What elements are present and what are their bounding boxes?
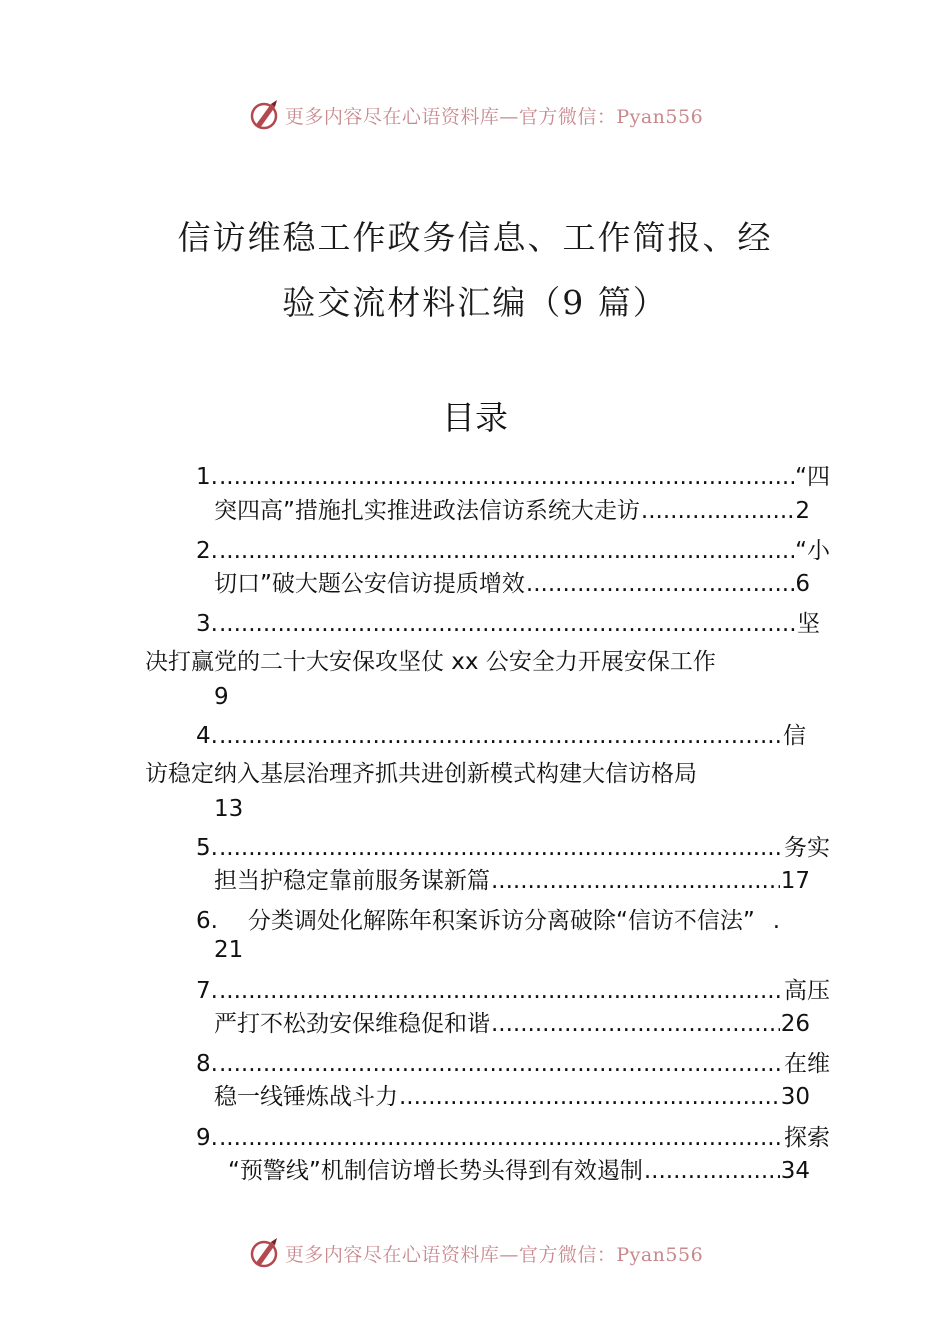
toc-title-rest: 稳一线锤炼战斗力: [214, 1084, 398, 1110]
toc-entry-3-cont[interactable]: [145, 645, 785, 679]
dot-leader: [219, 1047, 783, 1081]
toc-title-rest: 担当护稳定靠前服务谋新篇: [214, 868, 490, 894]
dot-leader: [526, 567, 794, 601]
dot-leader: .: [772, 908, 781, 934]
watermark-header: [0, 95, 950, 135]
toc-title-start: “四: [795, 464, 830, 490]
toc-entry-9-cont[interactable]: [228, 1154, 810, 1188]
toc-entry-3[interactable]: [196, 607, 820, 641]
toc-entry-3-page-line[interactable]: [214, 680, 294, 714]
toc-entry-2[interactable]: [196, 534, 830, 568]
quill-logo-icon: [247, 1236, 281, 1270]
dot-leader: [219, 534, 794, 568]
dot-leader: [219, 719, 782, 753]
dot-leader: [219, 974, 783, 1008]
toc-title-rest: “预警线”机制信访增长势头得到有效遏制: [228, 1158, 643, 1184]
toc-title-start: 在维: [784, 1051, 830, 1077]
toc-title: 分类调处化解陈年积案诉访分离破除“信访不信法”: [247, 908, 755, 934]
toc-title-rest: 严打不松劲安保维稳促和谐: [214, 1011, 490, 1037]
toc-page: 6: [795, 571, 810, 597]
toc-number: 6.: [196, 908, 218, 934]
toc-number: 5.: [196, 835, 218, 861]
toc-entry-6[interactable]: [196, 904, 850, 938]
watermark-text: 更多内容尽在心语资料库—官方微信：Pyan556: [284, 105, 704, 128]
dot-leader: [219, 1121, 783, 1155]
toc-title-start: 高压: [784, 978, 830, 1004]
toc-heading: 目录: [442, 398, 508, 437]
toc-title-start: 探索: [784, 1125, 830, 1151]
toc-title-start: “小: [795, 538, 830, 564]
toc-number: 4.: [196, 723, 218, 749]
dot-leader: [644, 1154, 780, 1188]
dot-leader: [641, 494, 794, 528]
toc-page: 21: [214, 937, 244, 963]
toc-number: 9.: [196, 1125, 218, 1151]
document-title-line1: 信访维稳工作政务信息、工作简报、经: [177, 218, 773, 257]
toc-title-start: 务实: [784, 835, 830, 861]
toc-entry-8-cont[interactable]: [214, 1080, 810, 1114]
toc-entry-2-cont[interactable]: [214, 567, 810, 601]
toc-entry-6-page-line[interactable]: [214, 933, 294, 967]
toc-entry-1[interactable]: [196, 460, 830, 494]
toc-number: 8.: [196, 1051, 218, 1077]
toc-page: 17: [780, 868, 810, 894]
toc-title-rest: 切口”破大题公安信访提质增效: [214, 571, 525, 597]
toc-page: 34: [780, 1158, 810, 1184]
document-title-line2: 验交流材料汇编（9 篇）: [282, 283, 668, 322]
toc-entry-4[interactable]: [196, 719, 806, 753]
dot-leader: [491, 864, 780, 898]
toc-entry-7-cont[interactable]: [214, 1007, 810, 1041]
toc-title-start: 信: [783, 723, 806, 749]
toc-number: 1.: [196, 464, 218, 490]
toc-number: 3.: [196, 611, 218, 637]
dot-leader: [491, 1007, 780, 1041]
toc-entry-1-cont[interactable]: [214, 494, 810, 528]
toc-title-rest: 访稳定纳入基层治理齐抓共进创新模式构建大信访格局: [145, 761, 697, 787]
watermark-text: 更多内容尽在心语资料库—官方微信：Pyan556: [284, 1243, 704, 1266]
toc-number: 2.: [196, 538, 218, 564]
dot-leader: [219, 831, 783, 865]
toc-entry-5[interactable]: [196, 831, 830, 865]
toc-page: 2: [795, 498, 810, 524]
quill-logo-icon: [247, 98, 281, 132]
toc-entry-7[interactable]: [196, 974, 830, 1008]
dot-leader: [399, 1080, 780, 1114]
toc-entry-8[interactable]: [196, 1047, 830, 1081]
toc-entry-4-page-line[interactable]: [214, 792, 294, 826]
toc-entry-4-cont[interactable]: [145, 757, 785, 791]
toc-page: 30: [780, 1084, 810, 1110]
dot-leader: [219, 607, 796, 641]
toc-page: 26: [780, 1011, 810, 1037]
dot-leader: [219, 460, 794, 494]
toc-number: 7.: [196, 978, 218, 1004]
toc-page: 9: [214, 684, 229, 710]
toc-title-start: 坚: [797, 611, 820, 637]
toc-entry-9[interactable]: [196, 1121, 830, 1155]
watermark-footer: [0, 1233, 950, 1273]
toc-title-rest: 突四高”措施扎实推进政法信访系统大走访: [214, 498, 640, 524]
toc-page: 13: [214, 796, 244, 822]
toc-entry-5-cont[interactable]: [214, 864, 810, 898]
toc-title-rest: 决打赢党的二十大安保攻坚仗 xx 公安全力开展安保工作: [145, 649, 716, 675]
